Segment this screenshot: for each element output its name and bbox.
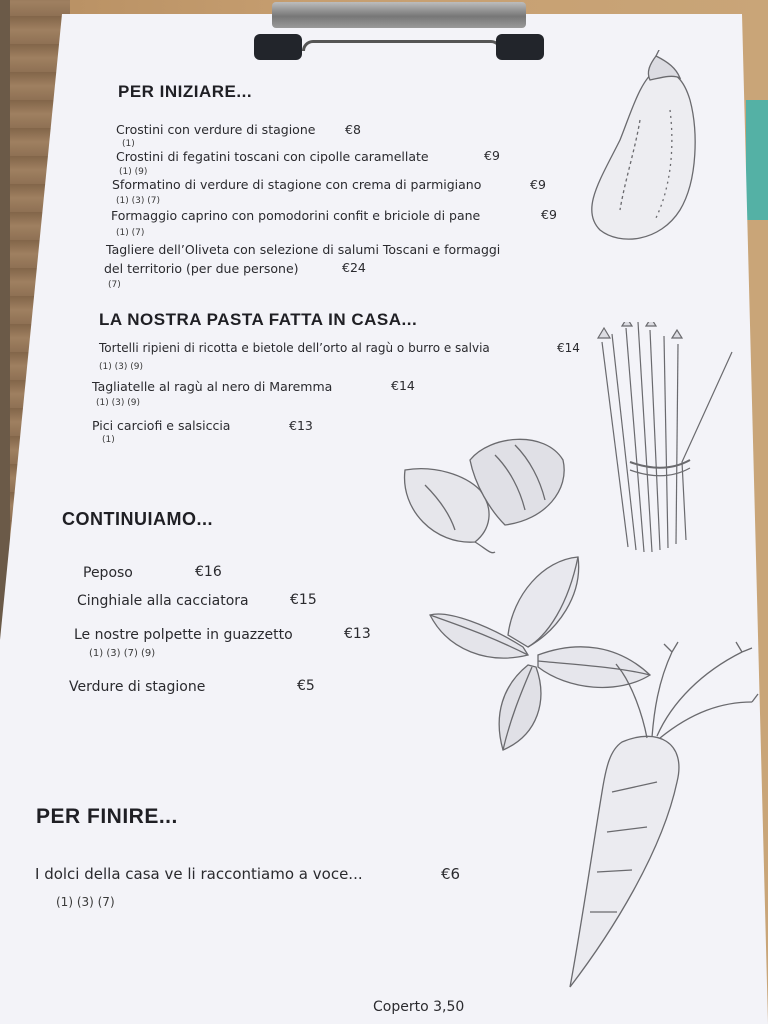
menu-item-price: €16 (195, 564, 222, 580)
menu-item-name: Crostini di fegatini toscani con cipolle caramellate (116, 149, 429, 164)
menu-item-price: €24 (342, 260, 366, 275)
menu-item-allergens: (7) (108, 280, 121, 290)
menu-item-allergens: (1) (102, 435, 115, 445)
menu-item-price: €5 (297, 678, 315, 694)
menu-item-name: I dolci della casa ve li raccontiamo a voce... (35, 865, 363, 883)
menu-item-price: €13 (289, 418, 313, 433)
menu-item-name: Tagliere dell’Oliveta con selezione di salumi Toscani e formaggi (106, 242, 501, 257)
menu-item-price: €9 (541, 207, 557, 222)
menu-item-name: Formaggio caprino con pomodorini confit e briciole di pane (111, 208, 481, 223)
menu-item-price: €14 (391, 378, 415, 393)
menu-item-name: del territorio (per due persone) (104, 261, 299, 276)
menu-item-name: Tortelli ripieni di ricotta e bietole dell’orto al ragù o burro e salvia (99, 341, 490, 355)
menu-item-name: Peposo (83, 565, 133, 581)
menu-item-name: Verdure di stagione (69, 679, 206, 695)
asparagus-illustration (582, 322, 742, 562)
menu-item-allergens: (1) (3) (9) (96, 398, 140, 408)
section-title-per-iniziare: PER INIZIARE... (118, 82, 253, 101)
menu-item-allergens: (1) (3) (7) (116, 196, 160, 206)
eggplant-illustration (580, 50, 710, 250)
menu-item-name: Pici carciofi e salsiccia (92, 418, 231, 433)
menu-item-price: €15 (290, 592, 317, 608)
menu-item-price: €13 (344, 626, 371, 642)
menu-item-name: Crostini con verdure di stagione (116, 122, 316, 137)
clipboard-clip (254, 0, 544, 60)
section-title-pasta: LA NOSTRA PASTA FATTA IN CASA... (99, 310, 418, 329)
teal-object (746, 100, 768, 220)
menu-item-allergens: (1) (3) (7) (9) (89, 648, 156, 659)
menu-item-price: €8 (345, 122, 361, 137)
menu-item-allergens: (1) (122, 139, 135, 149)
menu-item-name: Sformatino di verdure di stagione con crema di parmigiano (112, 177, 482, 192)
menu-item-price: €9 (484, 148, 500, 163)
menu-item-name: Cinghiale alla cacciatora (77, 593, 249, 609)
menu-item-allergens: (1) (3) (7) (56, 895, 115, 909)
cover-charge: Coperto 3,50 (373, 999, 465, 1015)
section-title-per-finire: PER FINIRE... (36, 805, 178, 828)
menu-item-price: €6 (441, 865, 461, 883)
artichoke-illustration (395, 430, 570, 560)
menu-item-name: Le nostre polpette in guazzetto (74, 627, 293, 643)
menu-item-name: Tagliatelle al ragù al nero di Maremma (92, 379, 333, 394)
menu-item-allergens: (1) (9) (119, 167, 148, 177)
section-title-continuiamo: CONTINUIAMO... (62, 509, 213, 529)
carrot-illustration (562, 632, 762, 992)
menu-item-price: €9 (530, 177, 546, 192)
menu-item-allergens: (1) (3) (9) (99, 362, 143, 372)
menu-item-price: €14 (557, 341, 580, 355)
menu-item-allergens: (1) (7) (116, 228, 145, 238)
